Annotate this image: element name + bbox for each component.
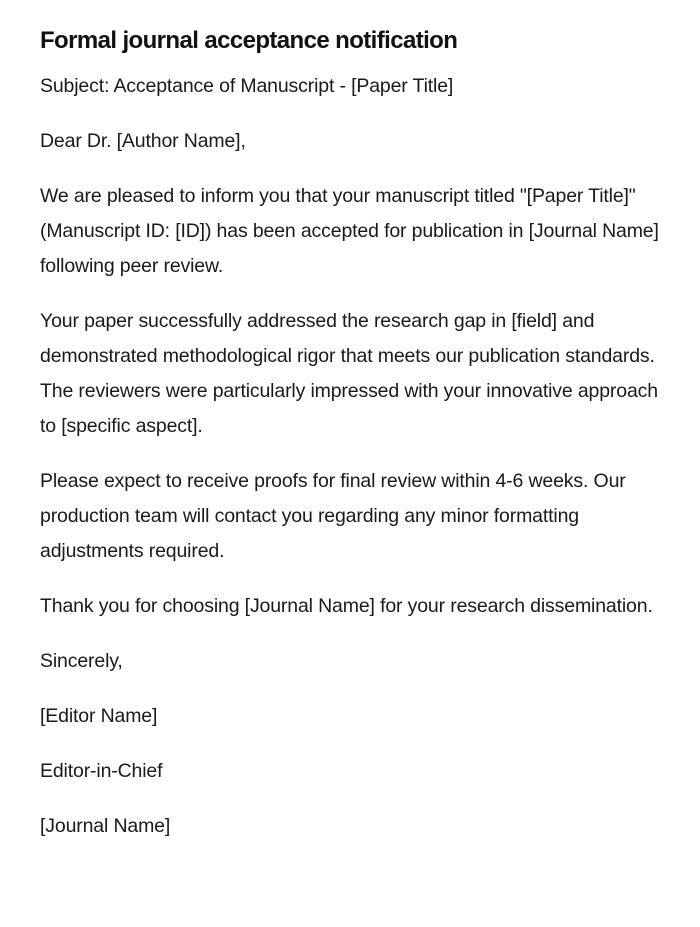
signature-name: [Editor Name]: [40, 705, 158, 727]
signature-journal: [Journal Name]: [40, 815, 171, 837]
closing: Sincerely,: [40, 650, 123, 672]
subject-line: Subject: Acceptance of Manuscript - [Paper Title]: [40, 75, 454, 97]
body-paragraph-review: Your paper successfully addressed the research gap in [field] and demonstrated methodological rigor that meets our publication standards. The reviewers were particularly impressed with your innovative approach to [specific aspect].: [40, 310, 658, 437]
document-title: Formal journal acceptance notification: [40, 27, 458, 54]
body-paragraph-acceptance: We are pleased to inform you that your manuscript titled "[Paper Title]" (Manuscript ID: [ID]) has been accepted for publication in [Journal Name] following peer review.: [40, 185, 659, 277]
salutation: Dear Dr. [Author Name],: [40, 130, 246, 152]
body-paragraph-thanks: Thank you for choosing [Journal Name] for your research dissemination.: [40, 595, 653, 617]
signature-role: Editor-in-Chief: [40, 760, 163, 782]
body-paragraph-proofs: Please expect to receive proofs for final review within 4-6 weeks. Our production team will contact you regarding any minor formatting adjustments required.: [40, 470, 626, 562]
